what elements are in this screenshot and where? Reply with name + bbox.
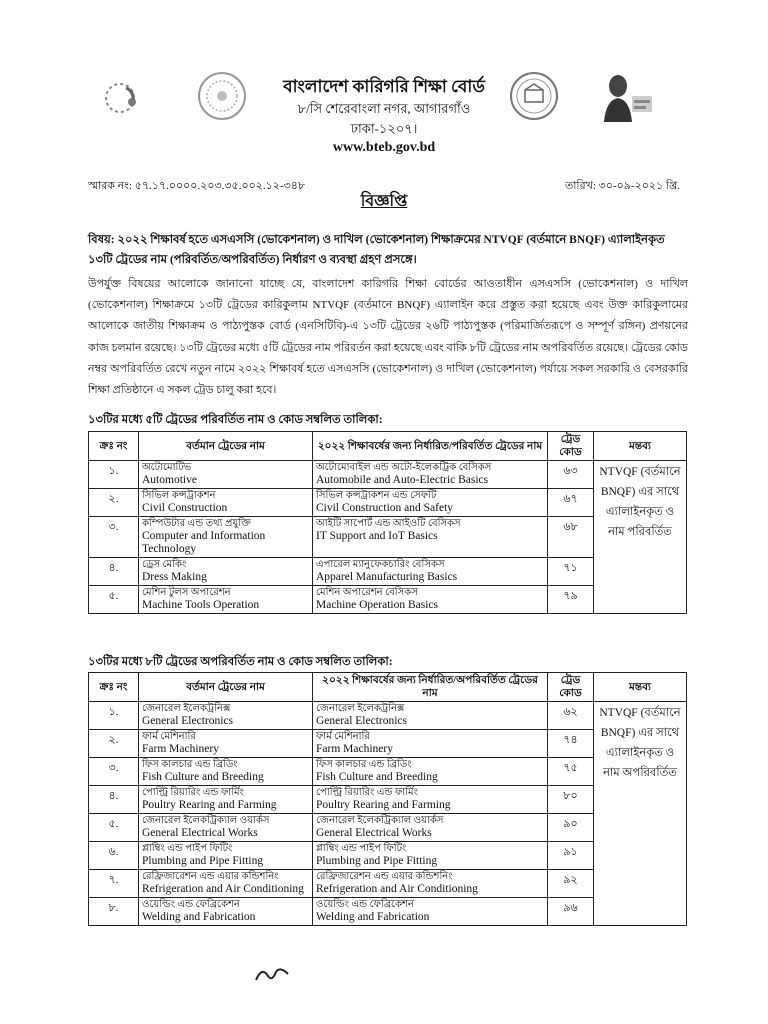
new-trade-en: Refrigeration and Air Conditioning [316,883,478,895]
new-trade-bn: মেশিন অপারেশন বেসিকস [316,587,418,598]
new-trade-cell [313,702,548,730]
header-sn: ক্রঃ নং [89,432,139,461]
current-trade-en: Poultry Rearing and Farming [142,799,277,811]
current-trade-cell [139,898,313,926]
table-header-row [89,673,687,702]
serial-number: ৮. [89,898,139,926]
new-trade-en: Apparel Manufacturing Basics [316,571,458,583]
current-trade-en: Refrigeration and Air Conditioning [142,883,304,895]
current-trade-bn: ওয়েল্ডিং এন্ড ফেব্রিকেশন [142,899,240,910]
trade-code: ৬৭ [548,489,594,517]
new-trade-en: Welding and Fabrication [316,911,430,923]
new-trade-en: Automobile and Auto-Electric Basics [316,474,489,486]
current-trade-cell [139,814,313,842]
current-trade-en: Machine Tools Operation [142,599,260,611]
trade-code: ৭৯ [548,586,594,614]
notice-title: বিজ্ঞপ্তি [360,193,408,210]
new-trade-bn: ওয়েল্ডিং এন্ড ফেব্রিকেশন [316,899,414,910]
current-trade-cell [139,702,313,730]
header-new-name: ২০২২ শিক্ষাবর্ষের জন্য নির্ধারিত/পরিবর্তিত ট্রেডের নাম [313,432,548,461]
header-trade-code: ট্রেড কোড [548,432,594,461]
new-trade-cell [313,489,548,517]
current-trade-cell [139,517,313,558]
serial-number: ২. [89,730,139,758]
new-trade-cell [313,517,548,558]
table-row [89,702,687,730]
current-trade-en: General Electrical Works [142,827,258,839]
current-trade-cell [139,730,313,758]
new-trade-en: General Electrical Works [316,827,432,839]
trade-code: ৭৪ [548,730,594,758]
remark-cell: NTVQF (বর্তমানে BNQF) এর সাথে এ্যালাইনকৃত ও নাম পরিবর্তিত [594,461,687,614]
trade-code: ৯২ [548,870,594,898]
memo-date: তারিখ: ৩০-০৯-২০২১ খ্রি. [564,180,680,192]
new-trade-bn: এপারেল ম্যানুফেকচারিং বেসিকস [316,559,445,570]
changed-trades-table [88,431,687,614]
serial-number: ৩. [89,517,139,558]
serial-number: ৫. [89,586,139,614]
notice-body: উপর্যুক্ত বিষয়ের আলোকে জানানো যাচ্ছে যে, বাংলাদেশ কারিগরি শিক্ষা বোর্ডের আওতাধীন এসএসসি (ভোকেশনাল) ও দাখিল (ভোকেশনাল) শিক্ষাক্রমে ১৩টি ট্রেডের কারিকুলাম NTVQF (বর্তমানে BNQF) এ্যালাইন করে প্রস্তুত করা হয়েছে এবং উক্ত কারিকুলামের আলোকে জাতীয় শিক্ষাক্রম ও পাঠ্যপুস্তক বোর্ড (এনসিটিবি)-এ ১৩টি ট্রেডের ২৬টি পাঠ্যপুস্তক (পরিমার্জিতরূপে ও সম্পূর্ণ রঙ্গিন) প্রণয়নের কাজ চলমান রয়েছে। ১৩টি ট্রেডের মধ্যে ৫টি ট্রেডের নাম পরিবর্তন করা হয়েছে এবং বাকি ৮টি ট্রেডের নাম অপরিবর্তিত রয়েছে। ট্রেডের কোড নম্বর অপরিবর্তিত রেখে নতুন নামে ২০২২ শিক্ষাবর্ষ হতে এসএসসি (ভোকেশনাল) ও দাখিল (ভোকেশনাল) পর্যায়ে সকল সরকারি ও বেসরকারি শিক্ষা প্রতিষ্ঠানে এ সকল ট্রেড চালু করা হবে। [88,278,688,397]
header-current-name: বর্তমান ট্রেডের নাম [139,432,313,461]
current-trade-cell [139,461,313,489]
new-trade-en: IT Support and IoT Basics [316,530,438,542]
current-trade-cell [139,586,313,614]
remark-cell: NTVQF (বর্তমানে BNQF) এর সাথে এ্যালাইনকৃত ও নাম অপরিবর্তিত [594,702,687,926]
new-trade-en: Plumbing and Pipe Fitting [316,855,438,867]
organization-name: বাংলাদেশ কারিগরি শিক্ষা বোর্ড [283,77,485,96]
current-trade-cell [139,842,313,870]
current-trade-en: Plumbing and Pipe Fitting [142,855,264,867]
trade-code: ৭১ [548,558,594,586]
new-trade-cell [313,786,548,814]
current-trade-bn: ফিস কালচার এন্ড ব্রিডিং [142,759,238,770]
table-header-row [89,432,687,461]
new-trade-en: Poultry Rearing and Farming [316,799,451,811]
trade-code: ৮০ [548,786,594,814]
new-trade-cell [313,870,548,898]
new-trade-en: Machine Operation Basics [316,599,438,611]
new-trade-bn: আইটি সাপোর্ট এন্ড আইওটি বেসিকস [316,518,461,529]
current-trade-en: Automotive [142,474,197,486]
current-trade-bn: ফার্ম মেশিনারি [142,731,196,742]
current-trade-bn: জেনারেল ইলেকট্রিক্যাল ওয়ার্কস [142,815,270,826]
table-row [89,461,687,489]
trade-code: ৯০ [548,814,594,842]
current-trade-bn: পোল্ট্রি রিয়ারিং এন্ড ফার্মিং [142,787,244,798]
table1-caption: ১৩টির মধ্যে ৫টি ট্রেডের পরিবর্তিত নাম ও কোড সম্বলিত তালিকা: [88,414,383,426]
current-trade-bn: ড্রেস মেকিং [142,559,187,570]
serial-number: ১. [89,702,139,730]
current-trade-en: Civil Construction [142,502,228,514]
website: www.bteb.gov.bd [332,140,436,155]
unchanged-trades-table [88,672,687,926]
header-remark: মন্তব্য [594,432,687,461]
new-trade-cell [313,814,548,842]
new-trade-cell [313,758,548,786]
current-trade-bn: জেনারেল ইলেকট্রনিক্স [142,703,231,714]
new-trade-bn: সিভিল কন্সট্রাকশন এন্ড সেফটি [316,490,437,501]
header-new-name: ২০২২ শিক্ষাবর্ষের জন্য নির্ধারিত/অপরিবর্তিত ট্রেডের নাম [313,673,548,702]
signature-icon [252,962,292,986]
address-line-1: ৮/সি শেরেবাংলা নগর, আগারগাঁও [297,101,471,116]
trade-code: ৬৮ [548,517,594,558]
new-trade-en: Fish Culture and Breeding [316,771,438,783]
serial-number: ৫. [89,814,139,842]
current-trade-en: Dress Making [142,571,207,583]
serial-number: ৬. [89,842,139,870]
current-trade-cell [139,786,313,814]
table2-caption: ১৩টির মধ্যে ৮টি ট্রেডের অপরিবর্তিত নাম ও কোড সম্বলিত তালিকা: [88,656,393,668]
new-trade-bn: পোল্ট্রি রিয়ারিং এন্ড ফার্মিং [316,787,418,798]
new-trade-bn: জেনারেল ইলেকট্রনিক্স [316,703,405,714]
current-trade-en: Farm Machinery [142,743,219,755]
current-trade-en: Fish Culture and Breeding [142,771,264,783]
notice-subject: বিষয়: ২০২২ শিক্ষাবর্ষ হতে এসএসসি (ভোকেশনাল) ও দাখিল (ভোকেশনাল) শিক্ষাক্রমের NTVQF (বর্তমানে BNQF) এ্যালাইনকৃত ১৩টি ট্রেডের নাম (পরিবর্তিত/অপরিবর্তিত) নির্ধারণ ও ব্যবস্থা গ্রহণ প্রসঙ্গে। [88,234,665,266]
current-trade-cell [139,489,313,517]
trade-code: ৬৩ [548,461,594,489]
new-trade-cell [313,730,548,758]
trade-code: ৯১ [548,842,594,870]
serial-number: ৭. [89,870,139,898]
current-trade-cell [139,870,313,898]
new-trade-bn: জেনারেল ইলেকট্রিক্যাল ওয়ার্কস [316,815,444,826]
current-trade-en: Computer and Information Technology [142,530,266,555]
new-trade-cell [313,586,548,614]
current-trade-bn: রেফ্রিজারেশন এন্ড এয়ার কন্ডিশনিং [142,871,279,882]
new-trade-bn: রেফ্রিজারেশন এন্ড এয়ার কন্ডিশনিং [316,871,453,882]
new-trade-en: Civil Construction and Safety [316,502,454,514]
serial-number: ৪. [89,558,139,586]
trade-code: ৬২ [548,702,594,730]
new-trade-bn: ফার্ম মেশিনারি [316,731,370,742]
serial-number: ২. [89,489,139,517]
header-remark: মন্তব্য [594,673,687,702]
header-trade-code: ট্রেড কোড [548,673,594,702]
serial-number: ১. [89,461,139,489]
trade-code: ৯৬ [548,898,594,926]
new-trade-cell [313,842,548,870]
current-trade-cell [139,558,313,586]
address-line-2: ঢাকা-১২০৭। [350,121,418,136]
current-trade-en: Welding and Fabrication [142,911,256,923]
new-trade-cell [313,558,548,586]
trade-code: ৭৫ [548,758,594,786]
current-trade-cell [139,758,313,786]
current-trade-bn: কম্পিউটার এন্ড তথ্য প্রযুক্তি [142,518,251,529]
new-trade-cell [313,461,548,489]
new-trade-cell [313,898,548,926]
new-trade-en: Farm Machinery [316,743,393,755]
current-trade-bn: অটোমোটিভ [142,462,192,473]
current-trade-bn: প্লাম্বিং এন্ড পাইপ ফিটিং [142,843,233,854]
serial-number: ৪. [89,786,139,814]
current-trade-bn: সিভিল কন্সট্রাকশন [142,490,216,501]
new-trade-bn: অটোমোবাইল এন্ড অটো-ইলেকট্রিক বেসিকস [316,462,492,473]
memo-number: স্মারক নং: ৫৭.১৭.০০০০.২০৩.৩৫.০০২.১২-৩৪৮ [88,180,306,192]
current-trade-en: General Electronics [142,715,233,727]
new-trade-bn: প্লাম্বিং এন্ড পাইপ ফিটিং [316,843,407,854]
new-trade-bn: ফিস কালচার এন্ড ব্রিডিং [316,759,412,770]
current-trade-bn: মেশিন টুলস অপারেশন [142,587,231,598]
header-sn: ক্রঃ নং [89,673,139,702]
header-current-name: বর্তমান ট্রেডের নাম [139,673,313,702]
serial-number: ৩. [89,758,139,786]
new-trade-en: General Electronics [316,715,407,727]
